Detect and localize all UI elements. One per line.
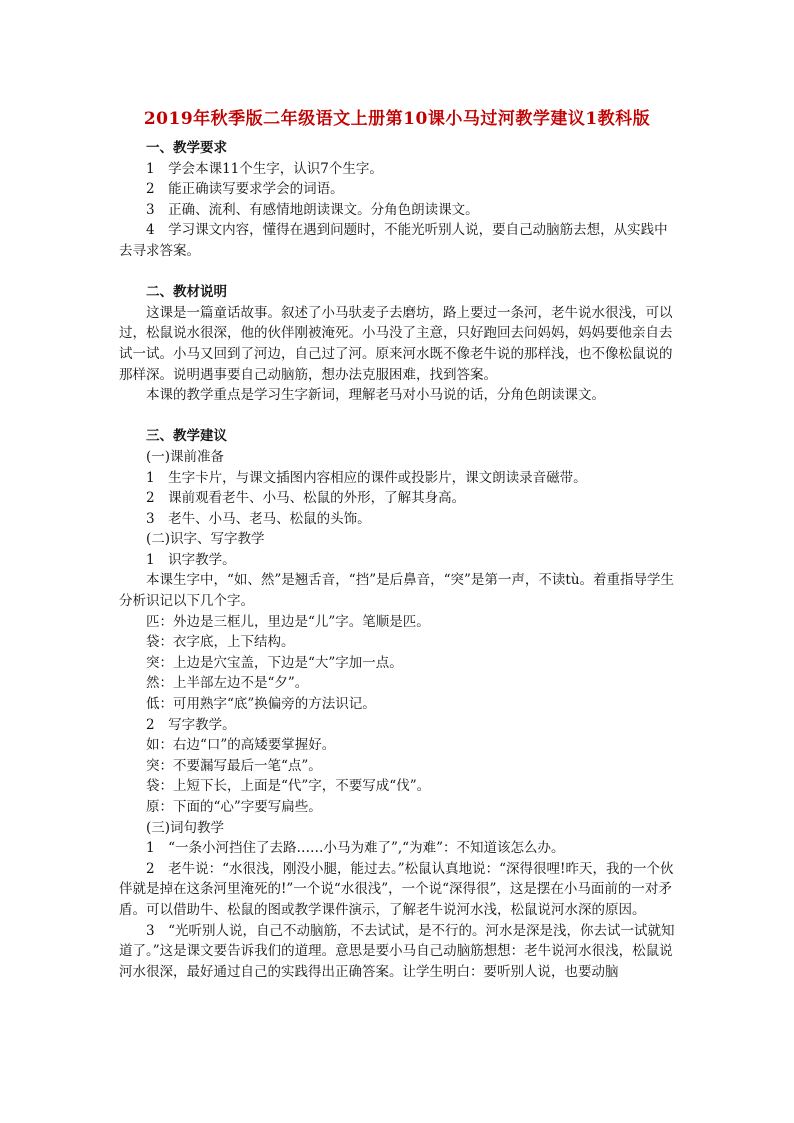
char-writing-title: 2 写字教学。	[146, 716, 236, 733]
document-body	[119, 138, 679, 982]
char-reading-item: 匹：外边是三框儿，里边是“儿”字。笔顺是匹。	[146, 613, 430, 630]
subsection-title-chars: (二)识字、写字教学	[146, 531, 265, 548]
material-paragraph: 这课是一篇童话故事。叙述了小马驮麦子去磨坊，路上要过一条河，老牛说水很浅，可以过，松鼠说水很深，他的伙伴刚被淹死。小马没了主意，只好跑回去问妈妈，妈妈要他亲自去试一试。小马又回到了河边，自己过了河。原来河水既不像老牛说的那样浅，也不像松鼠说的那样深。说明遇事要自己动脑筋，想办法克服困难，找到答案。	[119, 304, 673, 383]
section-heading-suggestions: 三、教学建议	[146, 428, 227, 445]
char-writing-item: 原：下面的“心”字要写扁些。	[146, 799, 322, 815]
char-reading-intro: 本课生字中，“如、然”是翘舌音，“挡”是后鼻音，“突”是第一声，不读tù。着重指导学生分析识记以下几个字。	[119, 572, 675, 610]
char-reading-title: 1 识字教学。	[146, 551, 236, 568]
prep-item: 3 老牛、小马、老马、松鼠的头饰。	[146, 510, 371, 527]
requirement-item: 3 正确、流利、有感情地朗读课文。分角色朗读课文。	[146, 201, 479, 218]
prep-item: 1 生字卡片，与课文插图内容相应的课件或投影片，课文朗读录音磁带。	[146, 469, 587, 486]
char-reading-item: 低：可用熟字“底”换偏旁的方法识记。	[146, 696, 376, 713]
char-writing-item: 如：右边“口”的高矮要掌握好。	[146, 737, 336, 754]
word-teaching-item: 3 “光听别人说，自己不动脑筋，不去试试，是不行的。河水是深是浅，你去试一试就知道了。”这是课文要告诉我们的道理。意思是要小马自己动脑筋想想：老牛说河水很浅，松鼠说河水很深，最好通过自己的实践得出正确答案。让学生明白：要听别人说，也要动脑	[119, 922, 675, 980]
char-writing-item: 突：不要漏写最后一笔“点”。	[146, 757, 322, 774]
subsection-title-prep: (一)课前准备	[146, 448, 225, 465]
subsection-title-words: (三)词句教学	[146, 819, 225, 836]
section-heading-requirements: 一、教学要求	[146, 140, 227, 156]
requirement-item: 4 学习课文内容，懂得在遇到问题时，不能光听别人说，要自己动脑筋去想，从实践中去寻求答案。	[119, 222, 668, 259]
char-reading-item: 袋：衣字底，上下结构。	[146, 634, 295, 651]
char-reading-item: 突：上边是穴宝盖，下边是“大”字加一点。	[146, 654, 403, 671]
word-teaching-item: 2 老牛说：“水很浅，刚没小腿，能过去。”松鼠认真地说：“深得很哩!昨天，我的一个伙伴就是掉在这条河里淹死的!”一个说“水很浅”，一个说“深得很”，这是摆在小马面前的一对矛盾。可以借助牛、松鼠的图或教学课件演示，了解老牛说河水浅，松鼠说河水深的原因。	[119, 860, 674, 918]
material-paragraph: 本课的教学重点是学习生字新词，理解老马对小马说的话，分角色朗读课文。	[146, 387, 605, 404]
section-heading-material: 二、教材说明	[146, 284, 227, 301]
document-title: 2019年秋季版二年级语文上册第10课小马过河教学建议1教科版	[143, 109, 651, 129]
char-reading-item: 然：上半部左边不是“夕”。	[146, 675, 309, 692]
requirement-item: 2 能正确读写要求学会的词语。	[146, 181, 344, 198]
prep-item: 2 课前观看老牛、小马、松鼠的外形，了解其身高。	[146, 490, 466, 507]
char-writing-item: 袋：上短下长，上面是“代”字，不要写成“伐”。	[146, 778, 431, 795]
requirement-item: 1 学会本课11个生字，认识7个生字。	[146, 160, 383, 177]
word-teaching-item: 1 “一条小河挡住了去路……小马为难了”,“为难”：不知道该怎么办。	[146, 840, 565, 857]
